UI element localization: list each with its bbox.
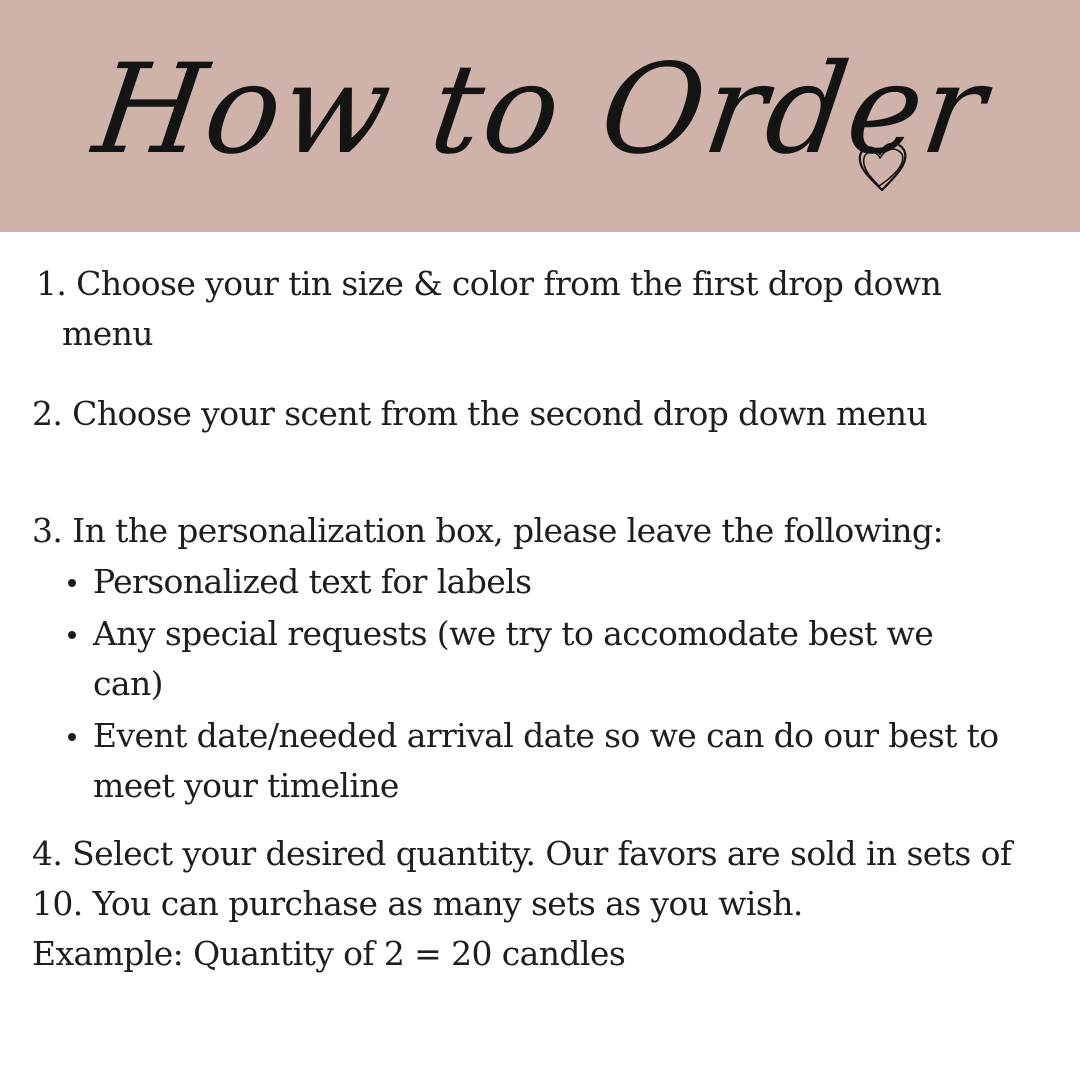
bullet-icon (68, 631, 76, 639)
step-2-line-1: 2. Choose your scent from the second drop down menu (32, 394, 928, 433)
step-4-line-3: Example: Quantity of 2 = 20 candles (32, 934, 626, 973)
step-3-intro: 3. In the personalization box, please leave the following: (32, 511, 943, 550)
step-3-bullet-3-line-2: meet your timeline (93, 766, 399, 805)
step-3-bullet-2-line-2: can) (93, 664, 163, 703)
bullet-icon (68, 733, 76, 741)
step-3-bullet-3-line-1: Event date/needed arrival date so we can do our best to (93, 716, 999, 755)
step-3-bullet-1-line-1: Personalized text for labels (93, 562, 532, 601)
bullet-icon (68, 579, 76, 587)
step-3-bullet-2-line-1: Any special requests (we try to accomodate best we (93, 614, 934, 653)
step-1-line-1: 1. Choose your tin size & color from the first drop down (36, 264, 942, 303)
page-title-text: How to Order (86, 38, 996, 182)
step-1-line-2: menu (62, 314, 153, 353)
step-4-line-2: 10. You can purchase as many sets as you wish. (32, 884, 803, 923)
step-4-line-1: 4. Select your desired quantity. Our favors are sold in sets of (32, 834, 1012, 873)
